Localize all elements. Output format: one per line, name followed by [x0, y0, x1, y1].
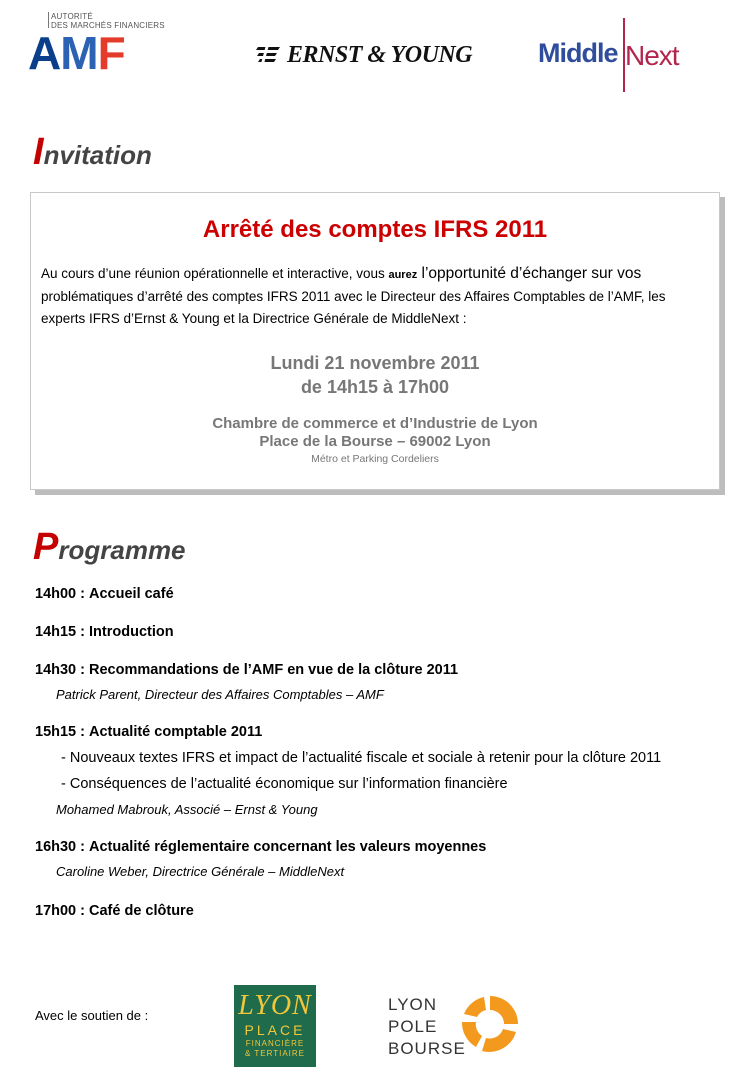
lyon-pole-bourse-logo: LYON POLE BOURSE: [388, 990, 523, 1060]
invitation-text: Au cours d’une réunion opérationnelle et interactive, vous aurez l’opportunité d’échanger sur vos problématiques d’arrêté des comptes IFRS 2011 avec le Directeur des Affaires Comptables de l’AMF, les experts IFRS d’Ernst & Young et la Directrice Générale de MiddleNext :: [41, 265, 666, 326]
lyon-pole-bourse-ring-icon: [458, 992, 522, 1056]
invitation-heading: Invitation: [33, 131, 152, 173]
invitation-title: Arrêté des comptes IFRS 2011: [202, 216, 548, 243]
programme-item: 17h00 : Café de clôture: [35, 903, 194, 919]
amf-logo-bar: [48, 12, 49, 28]
amf-logo-letters: AMF: [28, 27, 125, 79]
amf-logo-subtitle: AUTORITÉ DES MARCHÉS FINANCIERS: [51, 12, 165, 30]
support-label: Avec le soutien de :: [35, 1008, 149, 1023]
programme-item: 14h30 : Recommandations de l’AMF en vue de la clôture 2011: [35, 662, 459, 678]
programme-bullet: - Conséquences de l’actualité économique sur l’information financière: [61, 776, 508, 792]
programme-speaker: Mohamed Mabrouk, Associé – Ernst & Young: [56, 802, 318, 817]
middlenext-logo: Middle Next: [538, 18, 678, 94]
event-date: Lundi 21 novembre 2011 de 14h15 à 17h00: [270, 353, 480, 397]
lyon-place-financiere-logo: LYON PLACE FINANCIÈRE & TERTIAIRE: [234, 985, 316, 1067]
ernst-young-icon: [256, 45, 282, 65]
invitation-box: [30, 192, 720, 490]
event-transport: Métro et Parking Cordeliers: [311, 453, 439, 465]
programme-bullet: - Nouveaux textes IFRS et impact de l’actualité fiscale et sociale à retenir pour la clôture 2011: [61, 750, 662, 766]
programme-item: 14h15 : Introduction: [35, 624, 174, 640]
ernst-young-logo: ERNST & YOUNG: [256, 42, 472, 68]
event-location: Chambre de commerce et d’Industrie de Lyon Place de la Bourse – 69002 Lyon: [212, 415, 538, 450]
programme-speaker: Patrick Parent, Directeur des Affaires Comptables – AMF: [56, 687, 384, 702]
amf-logo: [28, 12, 170, 78]
programme-item: 14h00 : Accueil café: [35, 586, 174, 602]
programme-item: 16h30 : Actualité réglementaire concernant les valeurs moyennes: [35, 839, 487, 855]
programme-heading: Programme: [33, 526, 186, 568]
programme-item: 15h15 : Actualité comptable 2011: [35, 724, 263, 740]
programme-speaker: Caroline Weber, Directrice Générale – MiddleNext: [56, 864, 345, 879]
